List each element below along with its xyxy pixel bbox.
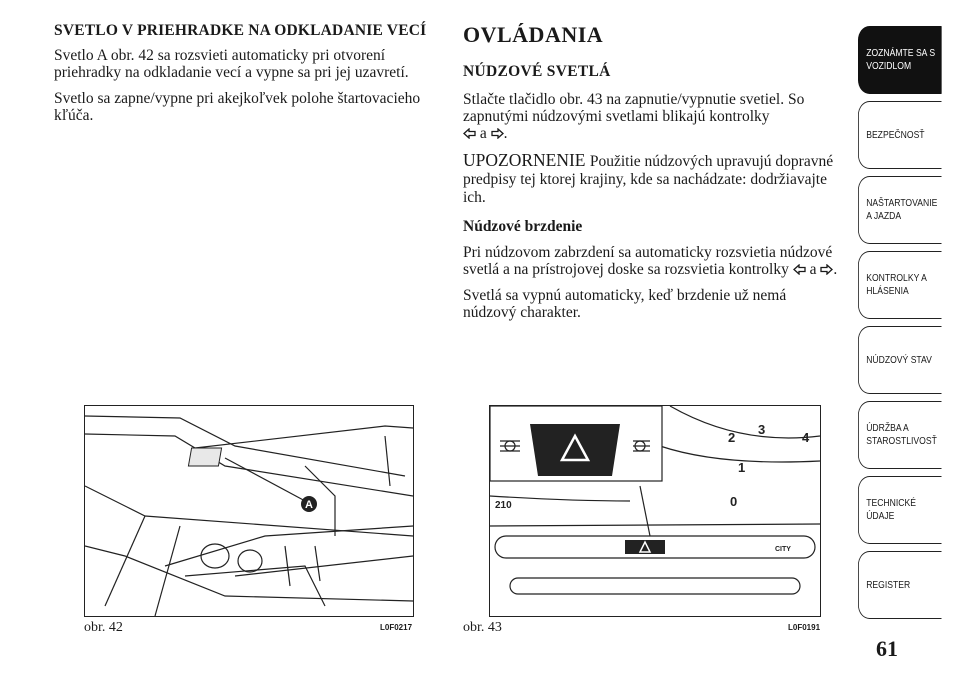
tab-label: KONTROLKY A HLÁSENIA xyxy=(866,272,927,297)
tab-nudzovy-stav[interactable] xyxy=(858,326,942,394)
figure-43-caption: obr. 43 xyxy=(463,620,502,635)
tab-label: ÚDRŽBA A STAROSTLIVOSŤ xyxy=(866,422,937,447)
gauge-tick-label: 210 xyxy=(495,500,512,511)
subsection-title: NÚDZOVÉ SVETLÁ xyxy=(463,63,611,80)
warning-label: UPOZORNENIE xyxy=(463,150,586,170)
braking-paragraph xyxy=(463,244,843,278)
tab-zoznamte-sa-s-vozidlom[interactable] xyxy=(858,26,942,94)
sentence-end: . xyxy=(833,261,838,278)
figure-42-code: L0F0217 xyxy=(380,623,413,632)
tab-bezpecnost[interactable] xyxy=(858,101,942,169)
turn-right-arrow-icon xyxy=(820,264,833,275)
sentence-end: . xyxy=(503,125,508,142)
hazard-paragraph-1 xyxy=(463,91,843,142)
gauge-tick-label: 3 xyxy=(758,422,766,437)
figure-42-caption: obr. 42 xyxy=(84,620,123,635)
gauge-tick-label: 0 xyxy=(730,494,738,509)
glovebox-light-paragraph-1: Svetlo A obr. 42 sa rozsvieti automaticky pri otvorení priehradky na odkladanie vecí a vypne sa pri jej uzavretí. xyxy=(54,47,409,81)
tab-register[interactable] xyxy=(858,551,942,619)
right-column xyxy=(463,22,843,330)
tab-kontrolky-a-hlasenia[interactable] xyxy=(858,251,942,319)
tab-label: NÚDZOVÝ STAV xyxy=(866,353,932,366)
section-title: OVLÁDANIA xyxy=(463,22,604,47)
glovebox-light-heading: SVETLO V PRIEHRADKE NA ODKLADANIE VECÍ xyxy=(54,22,427,39)
dashboard-illustration xyxy=(490,406,820,616)
figure-43-hazard-button xyxy=(489,405,821,617)
tab-label: BEZPEČNOSŤ xyxy=(866,128,925,141)
glovebox-light-paragraph-2: Svetlo sa zapne/vypne pri akejkoľvek polohe štartovacieho kľúča. xyxy=(54,90,421,124)
tab-label: TECHNICKÉ ÚDAJE xyxy=(866,497,916,522)
callout-a-label: A xyxy=(305,499,313,511)
braking-paragraph-2: Svetlá sa vypnú automaticky, keď brzdenie už nemá núdzový charakter. xyxy=(463,287,787,321)
warning-text: Použitie núdzových upravujú dopravné predpisy tej ktorej krajiny, kde sa nachádzate: dodržiavajte ich. xyxy=(463,153,834,206)
conjunction: a xyxy=(479,125,487,142)
page-number: 61 xyxy=(876,636,898,661)
tab-label: ZOZNÁMTE SA S VOZIDLOM xyxy=(866,47,936,72)
city-button-label: CITY xyxy=(775,546,791,553)
tab-udrzba-a-starostlivost[interactable] xyxy=(858,401,942,469)
left-column xyxy=(54,22,444,133)
gauge-tick-label: 2 xyxy=(728,430,736,445)
braking-paragraph-text: Pri núdzovom zabrzdení sa automaticky rozsvietia núdzové svetlá a na prístrojovej doske sa rozsvietia kontrolky xyxy=(463,244,833,278)
emergency-braking-heading: Núdzové brzdenie xyxy=(463,218,583,235)
gauge-tick-label: 1 xyxy=(738,460,746,475)
warning-paragraph xyxy=(463,152,843,206)
tab-technicke-udaje[interactable] xyxy=(858,476,942,544)
figure-43-code: L0F0191 xyxy=(788,623,821,632)
turn-right-arrow-icon xyxy=(491,128,504,139)
conjunction: a xyxy=(809,261,817,278)
gauge-tick-label: 4 xyxy=(802,430,810,445)
figure-42-glovebox xyxy=(84,405,414,617)
tab-label: REGISTER xyxy=(866,578,911,591)
glovebox-illustration xyxy=(85,406,413,616)
tab-nastartovanie-a-jazda[interactable] xyxy=(858,176,942,244)
turn-left-arrow-icon xyxy=(463,128,476,139)
tab-label: NAŠTARTOVANIE A JAZDA xyxy=(866,197,938,222)
hazard-paragraph-1-text: Stlačte tlačidlo obr. 43 na zapnutie/vypnutie svetiel. So zapnutými núdzovými svetlami blikajú kontrolky xyxy=(463,91,805,125)
turn-left-arrow-icon xyxy=(793,264,806,275)
